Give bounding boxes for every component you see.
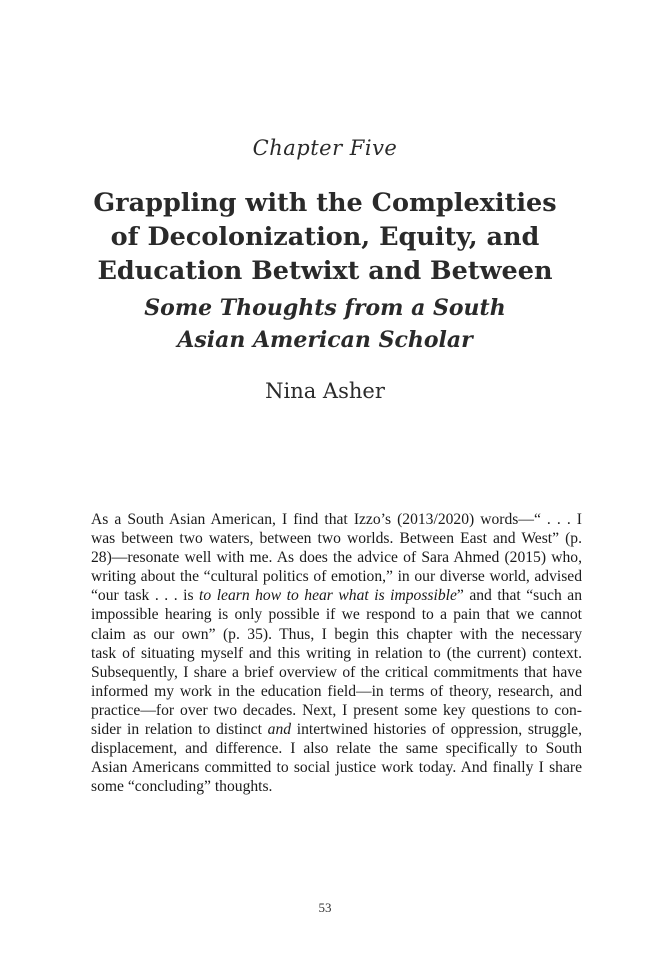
body-text-run: As a South Asian American, I find that Izzo’s (2013/2020) words—“ . . . I	[91, 511, 582, 528]
body-text-run: intertwined histories of oppression, struggle,	[291, 721, 582, 739]
body-line	[91, 548, 582, 567]
body-line	[91, 644, 582, 663]
body-line	[91, 739, 582, 758]
body-line	[91, 586, 582, 605]
body-text-run: impossible hearing is only possible if we respond to a pain that we cannot	[91, 606, 582, 624]
body-text-run: Subsequently, I share a brief overview of the critical commitments that have	[91, 663, 582, 681]
chapter-title-line: Education Betwixt and Between	[97, 256, 553, 286]
body-text-run: 28)—resonate well with me. As does the advice of Sara Ahmed (2015) who,	[91, 549, 582, 567]
body-paragraph	[91, 510, 582, 796]
body-text-run: writing about the “cultural politics of emotion,” in our diverse world, advised	[91, 568, 582, 586]
chapter-subtitle-line: Asian American Scholar	[177, 327, 473, 353]
body-line	[91, 720, 582, 739]
body-line	[91, 777, 582, 796]
body-text-run: informed my work in the education field—in terms of theory, research, and	[91, 682, 582, 700]
page-number: 53	[318, 900, 332, 915]
body-text-run: practice—for over two decades. Next, I present some key questions to con-	[91, 701, 582, 719]
body-text-run: “our task . . . is	[91, 587, 200, 605]
author-name: Nina Asher	[265, 379, 385, 403]
body-text-run: displacement, and difference. I also relate the same specifically to South	[91, 740, 582, 758]
body-italic-text: to learn how to hear what is impossible	[199, 587, 457, 605]
body-line	[91, 529, 582, 548]
body-line	[91, 682, 582, 701]
body-line	[91, 567, 582, 586]
chapter-label: Chapter Five	[252, 136, 398, 160]
body-text-run: some “concluding” thoughts.	[91, 778, 273, 796]
body-text-run: sider in relation to distinct	[91, 721, 268, 739]
body-line	[91, 758, 582, 777]
chapter-title	[60, 186, 590, 288]
body-line	[91, 605, 582, 624]
body-text-run: was between two waters, between two worlds. Between East and West” (p.	[91, 530, 582, 548]
body-text-run: Asian Americans committed to social justice work today. And finally I share	[91, 759, 582, 777]
body-text-run: claim as our own” (p. 35). Thus, I begin this chapter with the necessary	[91, 625, 582, 643]
chapter-subtitle	[60, 292, 590, 356]
body-line	[91, 663, 582, 682]
body-text-run: ” and that “such an	[456, 587, 582, 605]
body-line	[91, 625, 582, 644]
chapter-title-line: of Decolonization, Equity, and	[110, 222, 540, 252]
chapter-title-line: Grappling with the Complexities	[93, 188, 557, 218]
chapter-subtitle-line: Some Thoughts from a South	[144, 295, 506, 321]
body-line	[91, 510, 582, 529]
body-text-run: task of situating myself and this writing in relation to (the current) context.	[91, 644, 582, 662]
body-italic-text: and	[267, 721, 292, 739]
body-line	[91, 701, 582, 720]
